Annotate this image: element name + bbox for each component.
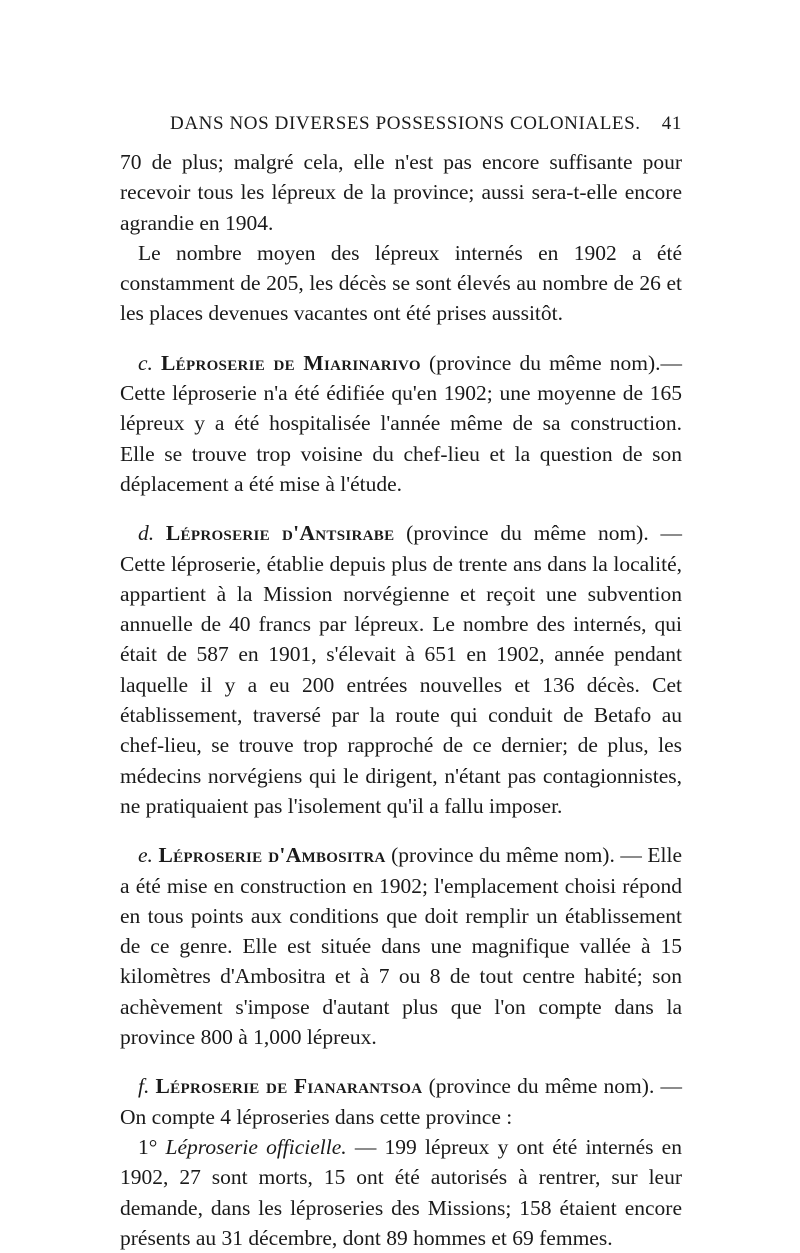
paragraph-text: 70 de plus; malgré cela, elle n'est pas encore suffisante pour recevoir tous les lépreux de la province; aussi sera-t-elle encore agrandie en 1904. — [120, 150, 682, 235]
section-heading: Léproserie d'Antsirabe — [165, 521, 395, 546]
list-item-title: Léproserie officielle. — [165, 1134, 347, 1159]
section-letter: e. — [138, 843, 153, 868]
section-heading: Léproserie de Miarinarivo — [161, 350, 421, 375]
page-number: 41 — [661, 113, 682, 134]
paragraph — [120, 238, 682, 329]
paragraph-text: Le nombre moyen des lépreux internés en 1902 a été constamment de 205, les décès se sont élevés au nombre de 26 et les places devenues vacantes ont été prises aussitôt. — [120, 240, 682, 326]
section-letter: d. — [138, 521, 155, 546]
section-letter: c. — [138, 350, 153, 375]
list-item-lead: 1° — [138, 1134, 166, 1159]
running-header — [120, 113, 682, 143]
paragraph-text: (province du même nom). — Cette léproserie, établie depuis plus de trente ans dans la localité, appartient à la Mission norvégienne et reçoit une subvention annuelle de 40 francs par lépreux. Le nombre des internés, qui était de 587 en 1901, s'élevait à 651 en 1902, année pendant laquelle il y a eu 200 entrées nouvelles et 136 décès. Cet établissement, traversé par la route qui conduit de Betafo au chef-lieu, se trouve trop rapproché de ce dernier; de plus, les médecins norvégiens qui le dirigent, n'étant pas contagionnistes, ne pratiquaient pas l'isolement qu'il a fallu imposer. — [120, 521, 683, 818]
section-c — [120, 348, 682, 499]
paragraph-continuation — [120, 147, 682, 238]
paragraph-text: (province du même nom).— Cette léproserie n'a été édifiée qu'en 1902; une moyenne de 165 lépreux y a été hospitalisée l'année même de sa construction. Elle se trouve trop voisine du chef-lieu et la question de son déplacement a été mise à l'étude. — [120, 350, 682, 496]
section-d — [120, 518, 682, 821]
body-text — [120, 147, 682, 1253]
section-f — [120, 1071, 682, 1132]
paragraph-text: (province du même nom). — On compte 4 léproseries dans cette province : — [120, 1074, 683, 1129]
running-title: DANS NOS DIVERSES POSSESSIONS COLONIALES. — [170, 113, 641, 134]
list-item-1 — [120, 1132, 682, 1253]
section-e — [120, 840, 682, 1052]
section-heading: Léproserie de Fianarantsoa — [155, 1074, 423, 1099]
section-heading: Léproserie d'Ambositra — [158, 843, 386, 868]
paragraph-text: (province du même nom). — Elle a été mise en construction en 1902; l'emplacement choisi répond en tous points aux conditions que doit remplir un établissement de ce genre. Elle est située dans une magnifique vallée à 15 kilomètres d'Ambositra et à 7 ou 8 de tout centre habité; son achèvement s'impose d'autant plus que l'on compte dans la province 800 à 1,000 lépreux. — [120, 843, 682, 1050]
paragraph-text: — 199 lépreux y ont été internés en 1902, 27 sont morts, 15 ont été autorisés à rentrer, sur leur demande, dans les léproseries des Missions; 158 étaient encore présents au 31 décembre, dont 89 hommes et 69 femmes. — [120, 1134, 682, 1250]
section-letter: f. — [138, 1074, 150, 1099]
